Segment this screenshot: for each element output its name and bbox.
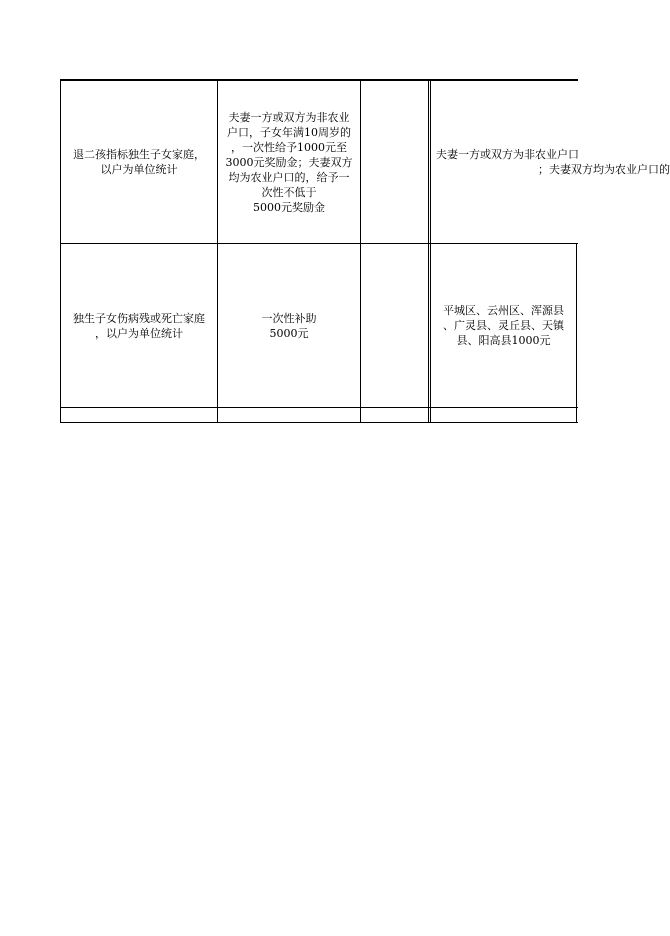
table-cell-local-policy[interactable]: [431, 244, 576, 407]
table-cell-local-policy[interactable]: [431, 408, 576, 422]
column-divider: [428, 79, 429, 423]
cell-text: 一次性补助 5000元: [261, 311, 317, 340]
cell-text: 平城区、云州区、浑源县 、广灵县、灵丘县、天镇 县、阳高县1000元: [443, 304, 564, 347]
cell-text: 独生子女伤病残或死亡家庭 ，以户为单位统计: [73, 311, 205, 340]
cell-text: ；夫妻双方均为农业户口的: [538, 163, 670, 176]
table-cell-standard[interactable]: [218, 408, 360, 422]
cell-text: 夫妻一方或双方为非农业户口: [436, 148, 579, 161]
table-cell-category[interactable]: [61, 408, 217, 422]
spreadsheet-table: [60, 79, 670, 423]
table-bottom-border: [60, 422, 578, 423]
cell-text: 退二孩指标独生子女家庭， 以户为单位统计: [73, 148, 205, 176]
column-divider: [576, 243, 577, 423]
table-cell-category[interactable]: [61, 81, 217, 243]
table-cell-local-policy[interactable]: [431, 81, 670, 243]
table-cell-standard[interactable]: [218, 81, 360, 243]
table-cell-count[interactable]: [361, 81, 428, 243]
table-cell-count[interactable]: [361, 408, 428, 422]
table-cell-standard[interactable]: [218, 244, 360, 407]
cell-text: 夫妻一方或双方为非农业 户口，子女年满10周岁的 ，一次性给予1000元至 3000元奖励金；夫妻双方 均为农业户口的，给予一 次性不低于 5000元奖励金: [225, 110, 353, 214]
table-cell-category[interactable]: [61, 244, 217, 407]
table-cell-count[interactable]: [361, 244, 428, 407]
